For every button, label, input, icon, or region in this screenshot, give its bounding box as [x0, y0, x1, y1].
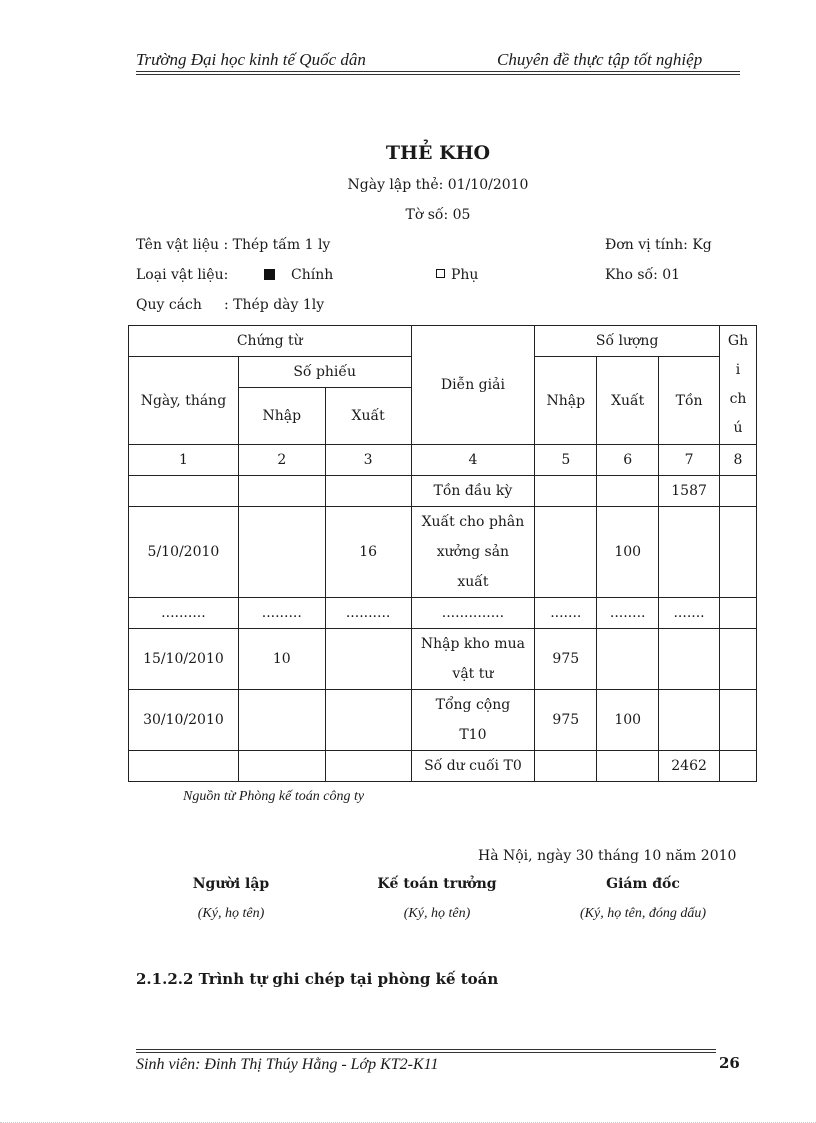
cell-import-no	[238, 507, 325, 598]
type-main-label: Chính	[291, 267, 334, 283]
cell-qty-out	[597, 476, 659, 507]
table-row	[129, 507, 757, 598]
cell-description: Tổng cộng T10	[411, 690, 535, 751]
type-main-option	[264, 267, 333, 283]
header-quantity: Số lượng	[535, 326, 720, 357]
cell-date: ..........	[129, 598, 239, 629]
cell-export-no	[325, 629, 411, 690]
cell-date	[129, 476, 239, 507]
cell-description: Tồn đầu kỳ	[411, 476, 535, 507]
cell-balance: .......	[659, 598, 720, 629]
cell-date	[129, 751, 239, 782]
cell-balance: 1587	[659, 476, 720, 507]
director-note: (Ký, họ tên, đóng dấu)	[580, 906, 706, 921]
header-report-title: Chuyên đề thực tập tốt nghiệp	[497, 50, 703, 69]
column-number: 7	[659, 445, 720, 476]
header-note-part: Gh	[727, 333, 749, 349]
warehouse-number: Kho số: 01	[605, 267, 681, 283]
type-secondary-label: Phụ	[451, 267, 479, 283]
cell-description: ..............	[411, 598, 535, 629]
cell-import-no: 10	[238, 629, 325, 690]
column-number: 2	[238, 445, 325, 476]
header-note-part: i	[735, 362, 741, 378]
material-name: Tên vật liệu : Thép tấm 1 ly	[136, 237, 331, 253]
type-secondary-option	[436, 267, 478, 283]
header-divider	[136, 71, 740, 72]
column-number: 3	[325, 445, 411, 476]
stock-card-table	[128, 325, 757, 782]
cell-note	[720, 751, 757, 782]
cell-export-no: 16	[325, 507, 411, 598]
cell-note	[720, 690, 757, 751]
cell-import-no	[238, 751, 325, 782]
chief-accountant-title: Kế toán trưởng	[377, 876, 497, 892]
spec-label: Quy cách	[136, 297, 202, 313]
cell-qty-in	[535, 751, 597, 782]
chief-accountant-note: (Ký, họ tên)	[403, 906, 471, 921]
column-number-row	[129, 445, 757, 476]
cell-description: Xuất cho phân xưởng sản xuất	[411, 507, 535, 598]
cell-note	[720, 598, 757, 629]
card-title: THẺ KHO	[385, 142, 491, 164]
header-export-no: Xuất	[325, 388, 411, 445]
footer-divider	[136, 1049, 716, 1050]
cell-export-no	[325, 690, 411, 751]
cell-qty-out: 100	[597, 690, 659, 751]
material-type-label: Loại vật liệu:	[136, 267, 229, 283]
table-row	[129, 751, 757, 782]
header-qty-export: Xuất	[597, 357, 659, 445]
cell-qty-out	[597, 751, 659, 782]
cell-balance	[659, 507, 720, 598]
column-number: 1	[129, 445, 239, 476]
header-voucher-no: Số phiếu	[238, 357, 411, 388]
cell-balance	[659, 690, 720, 751]
header-qty-import: Nhập	[535, 357, 597, 445]
cell-export-no: ..........	[325, 598, 411, 629]
cell-description: Nhập kho mua vật tư	[411, 629, 535, 690]
cell-export-no	[325, 751, 411, 782]
header-note-part: ú	[733, 420, 743, 436]
header-date: Ngày, tháng	[129, 357, 239, 445]
cell-note	[720, 629, 757, 690]
signature-date: Hà Nội, ngày 30 tháng 10 năm 2010	[478, 848, 737, 864]
cell-balance	[659, 629, 720, 690]
header-note-part: ch	[729, 391, 747, 407]
cell-import-no	[238, 690, 325, 751]
header-import-no: Nhập	[238, 388, 325, 445]
checked-box-icon	[264, 269, 275, 280]
cell-qty-out: 100	[597, 507, 659, 598]
header-note	[720, 326, 757, 445]
source-note: Nguồn từ Phòng kế toán công ty	[183, 789, 365, 804]
page-number: 26	[719, 1054, 740, 1072]
cell-export-no	[325, 476, 411, 507]
footer-student: Sinh viên: Đinh Thị Thúy Hằng - Lớp KT2-K11	[136, 1056, 439, 1073]
header-qty-balance: Tồn	[659, 357, 720, 445]
column-number: 4	[411, 445, 535, 476]
cell-description: Số dư cuối T0	[411, 751, 535, 782]
cell-import-no: .........	[238, 598, 325, 629]
table-row	[129, 629, 757, 690]
column-number: 5	[535, 445, 597, 476]
cell-qty-out	[597, 629, 659, 690]
cell-qty-out: ........	[597, 598, 659, 629]
section-heading: 2.1.2.2 Trình tự ghi chép tại phòng kế toán	[136, 970, 499, 988]
unchecked-box-icon	[436, 269, 445, 278]
cell-date: 5/10/2010	[129, 507, 239, 598]
header-divider-secondary	[136, 74, 740, 75]
preparer-note: (Ký, họ tên)	[197, 906, 265, 921]
cell-note	[720, 507, 757, 598]
spec-value: : Thép dày 1ly	[224, 297, 325, 313]
sheet-number: Tờ số: 05	[405, 207, 471, 223]
cell-qty-in: 975	[535, 629, 597, 690]
table-row	[129, 690, 757, 751]
unit-of-measure: Đơn vị tính: Kg	[605, 237, 712, 253]
cell-date: 15/10/2010	[129, 629, 239, 690]
cell-balance: 2462	[659, 751, 720, 782]
cell-note	[720, 476, 757, 507]
footer-divider-secondary	[136, 1052, 716, 1053]
cell-import-no	[238, 476, 325, 507]
cell-qty-in	[535, 507, 597, 598]
preparer-title: Người lập	[192, 876, 270, 892]
created-date: Ngày lập thẻ: 01/10/2010	[347, 177, 529, 193]
column-number: 6	[597, 445, 659, 476]
table-row	[129, 476, 757, 507]
cell-qty-in	[535, 476, 597, 507]
column-number: 8	[720, 445, 757, 476]
cell-qty-in: .......	[535, 598, 597, 629]
cell-date: 30/10/2010	[129, 690, 239, 751]
header-school-name: Trường Đại học kinh tế Quốc dân	[136, 50, 366, 69]
header-voucher: Chứng từ	[129, 326, 412, 357]
cell-qty-in: 975	[535, 690, 597, 751]
header-description: Diễn giải	[411, 326, 535, 445]
director-title: Giám đốc	[606, 876, 680, 892]
table-row	[129, 598, 757, 629]
